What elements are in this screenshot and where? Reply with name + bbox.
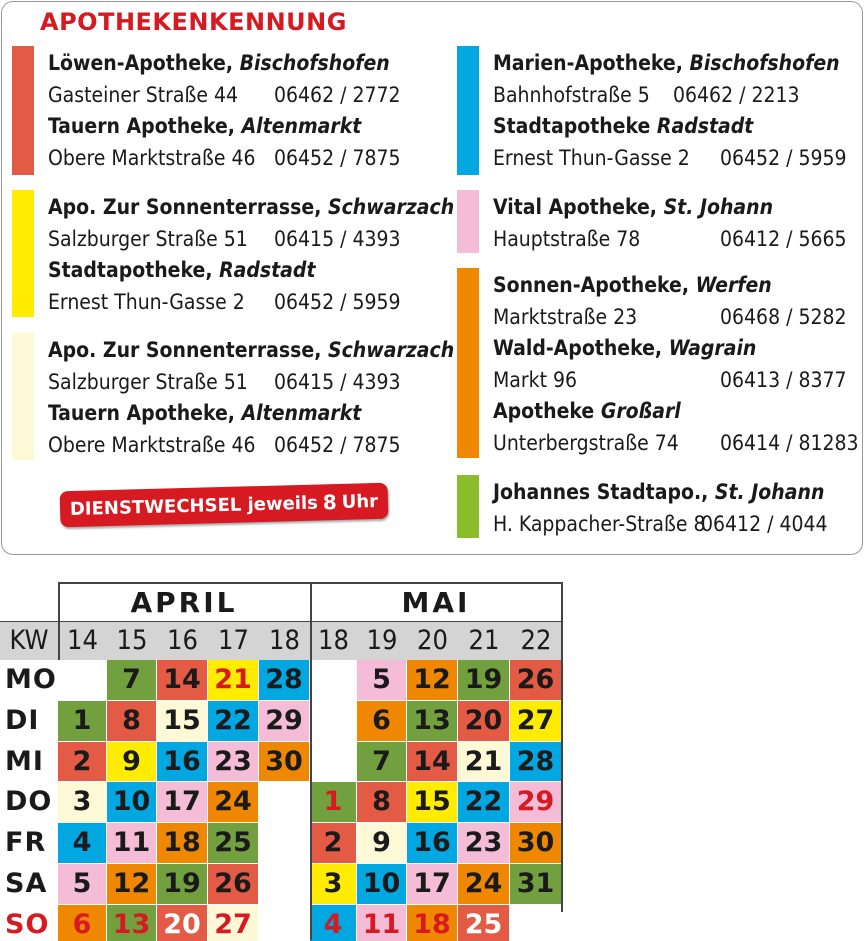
calendar-day-cell: 9 <box>107 742 157 783</box>
calendar-day-cell: 14 <box>407 742 458 783</box>
calendar-day-cell: 30 <box>259 742 310 783</box>
pharmacy-group-orange <box>457 268 865 458</box>
calendar-day-cell: 22 <box>208 701 259 742</box>
badge-hour: 8 <box>322 490 338 515</box>
pharmacy-city: Großarl <box>600 399 681 423</box>
pharmacy-address: Unterbergstraße 74 <box>493 431 679 455</box>
calendar-day-cell: 11 <box>107 823 157 864</box>
week-number: 16 <box>167 625 198 656</box>
badge-prefix: DIENSTWECHSEL jeweils <box>69 492 319 520</box>
pharmacy-phone: 06413 / 8377 <box>720 368 847 392</box>
pharmacy-phone: 06468 / 5282 <box>720 305 847 329</box>
pharmacy-phone: 06452 / 7875 <box>274 433 401 457</box>
pharmacy-city: Wagrain <box>668 336 757 360</box>
pharmacy-address: Marktstraße 23 <box>493 305 638 329</box>
pharmacy-name <box>48 401 361 425</box>
pharmacy-name <box>493 399 681 423</box>
calendar-day-cell: 28 <box>259 660 310 701</box>
pharmacy-city: Schwarzach <box>328 338 455 362</box>
calendar-day-cell: 9 <box>357 823 407 864</box>
pharmacy-address: Obere Marktstraße 46 <box>48 146 256 170</box>
pharmacy-name-text: Apotheke <box>493 399 595 423</box>
calendar-day-cell: 5 <box>357 660 407 701</box>
pharmacy-name <box>48 114 361 138</box>
pharmacy-name <box>493 480 824 504</box>
pharmacy-phone: 06452 / 7875 <box>274 146 401 170</box>
pharmacy-city: Altenmarkt <box>241 114 362 138</box>
calendar-day-cell: 1 <box>310 782 357 823</box>
pharmacy-name-text: Wald-Apotheke, <box>493 336 663 360</box>
calendar-day-cell: 13 <box>407 701 458 742</box>
pharmacy-group-cream <box>12 333 455 460</box>
calendar-day-cell: 17 <box>157 782 208 823</box>
pharmacy-address: Hauptstraße 78 <box>493 227 641 251</box>
calendar-day-cell: 18 <box>157 823 208 864</box>
pharmacy-phone: 06412 / 4044 <box>701 512 828 536</box>
pharmacy-name-text: Stadtapotheke, <box>48 258 213 282</box>
pharmacy-phone: 06415 / 4393 <box>274 227 401 251</box>
calendar-day-cell: 30 <box>510 823 562 864</box>
calendar-day-cell: 26 <box>510 660 562 701</box>
calendar-day-cell: 19 <box>458 660 510 701</box>
color-swatch <box>12 333 34 460</box>
pharmacy-address: Bahnhofstraße 5 <box>493 83 650 107</box>
weekday-label: SO <box>5 908 50 940</box>
calendar-day-cell: 11 <box>357 905 407 941</box>
calendar-day-cell: 31 <box>510 864 562 905</box>
calendar-day-cell: 18 <box>407 905 458 941</box>
month-header: MAI <box>401 586 471 619</box>
color-swatch <box>12 46 34 175</box>
calendar-day-cell: 7 <box>357 742 407 783</box>
week-number: 14 <box>67 625 98 656</box>
legend-title: APOTHEKENKENNUNG <box>40 8 347 36</box>
calendar-day-cell: 23 <box>458 823 510 864</box>
pharmacy-name-text: Sonnen-Apotheke, <box>493 273 690 297</box>
pharmacy-city: St. Johann <box>663 195 774 219</box>
weekday-label: MO <box>5 664 57 695</box>
calendar-day-cell: 25 <box>208 823 259 864</box>
pharmacy-phone: 06462 / 2213 <box>673 83 800 107</box>
weekday-label: MI <box>5 745 44 777</box>
calendar-day-cell: 4 <box>58 823 107 864</box>
pharmacy-name-text: Tauern Apotheke, <box>48 114 235 138</box>
pharmacy-address: Obere Marktstraße 46 <box>48 433 256 457</box>
calendar-day-cell: 22 <box>458 782 510 823</box>
calendar-day-cell: 23 <box>208 742 259 783</box>
calendar-day-cell: 25 <box>458 905 510 941</box>
pharmacy-address: Gasteiner Straße 44 <box>48 83 239 107</box>
calendar-day-cell: 26 <box>208 864 259 905</box>
pharmacy-group-pink <box>457 190 865 253</box>
pharmacy-name-text: Löwen-Apotheke, <box>48 51 234 75</box>
calendar-day-cell: 15 <box>157 701 208 742</box>
calendar-day-cell: 20 <box>458 701 510 742</box>
weekday-label: SA <box>5 868 48 899</box>
weekday-label: FR <box>5 827 47 859</box>
calendar-day-cell: 12 <box>407 660 458 701</box>
pharmacy-group-red <box>12 46 432 175</box>
calendar-day-cell: 8 <box>357 782 407 823</box>
pharmacy-name <box>48 258 316 282</box>
week-label: KW <box>9 625 49 656</box>
week-number: 17 <box>218 625 249 656</box>
calendar-right-border <box>561 582 563 912</box>
pharmacy-phone: 06412 / 5665 <box>720 227 847 251</box>
pharmacy-name <box>48 338 454 362</box>
pharmacy-name-text: Marien-Apotheke, <box>493 51 683 75</box>
calendar-day-cell: 29 <box>259 701 310 742</box>
color-swatch <box>457 268 479 458</box>
pharmacy-name-text: Vital Apotheke, <box>493 195 657 219</box>
pharmacy-address: Ernest Thun-Gasse 2 <box>48 290 245 314</box>
calendar-day-cell: 24 <box>458 864 510 905</box>
week-number: 18 <box>269 625 300 656</box>
calendar-day-cell: 8 <box>107 701 157 742</box>
pharmacy-name-text: Tauern Apotheke, <box>48 401 235 425</box>
week-number: 21 <box>468 625 500 656</box>
calendar-day-cell: 21 <box>458 742 510 783</box>
color-swatch <box>457 190 479 253</box>
week-number: 20 <box>417 625 448 656</box>
calendar-day-cell: 16 <box>157 742 208 783</box>
pharmacy-name <box>493 114 753 138</box>
pharmacy-name <box>493 51 840 75</box>
pharmacy-name <box>493 273 772 297</box>
pharmacy-city: St. Johann <box>714 480 825 504</box>
pharmacy-phone: 06462 / 2772 <box>274 83 401 107</box>
calendar-day-cell: 3 <box>310 864 357 905</box>
calendar-day-cell: 12 <box>107 864 157 905</box>
calendar-day-cell: 10 <box>357 864 407 905</box>
pharmacy-group-blue <box>457 46 865 175</box>
pharmacy-name-text: Stadtapotheke <box>493 114 651 138</box>
calendar-day-cell: 7 <box>107 660 157 701</box>
calendar-day-cell: 1 <box>58 701 107 742</box>
pharmacy-address: Ernest Thun-Gasse 2 <box>493 146 690 170</box>
calendar-day-cell: 27 <box>208 905 259 941</box>
calendar-day-cell: 16 <box>407 823 458 864</box>
pharmacy-phone: 06452 / 5959 <box>720 146 847 170</box>
pharmacy-name-text: Apo. Zur Sonnenterrasse, <box>48 195 322 219</box>
calendar-day-cell: 24 <box>208 782 259 823</box>
pharmacy-name <box>493 336 756 360</box>
color-swatch <box>457 475 479 538</box>
pharmacy-name-text: Johannes Stadtapo., <box>493 480 709 504</box>
calendar-day-cell: 14 <box>157 660 208 701</box>
pharmacy-city: Altenmarkt <box>241 401 362 425</box>
color-swatch <box>457 46 479 175</box>
pharmacy-city: Radstadt <box>656 114 754 138</box>
calendar-day-cell: 6 <box>357 701 407 742</box>
pharmacy-address: H. Kappacher-Straße 8 <box>493 512 706 536</box>
duty-calendar <box>0 582 562 940</box>
pharmacy-city: Schwarzach <box>328 195 455 219</box>
calendar-day-cell: 27 <box>510 701 562 742</box>
calendar-day-cell: 10 <box>107 782 157 823</box>
calendar-day-cell: 28 <box>510 742 562 783</box>
week-number: 15 <box>116 625 148 656</box>
color-swatch <box>12 190 34 317</box>
pharmacy-phone: 06414 / 81283 <box>720 431 859 455</box>
calendar-day-cell: 15 <box>407 782 458 823</box>
calendar-day-cell: 21 <box>208 660 259 701</box>
calendar-day-cell: 17 <box>407 864 458 905</box>
pharmacy-name <box>48 51 390 75</box>
pharmacy-city: Bischofshofen <box>689 51 840 75</box>
pharmacy-address: Salzburger Straße 51 <box>48 370 248 394</box>
pharmacy-name <box>493 195 773 219</box>
calendar-day-cell: 4 <box>310 905 357 941</box>
pharmacy-address: Salzburger Straße 51 <box>48 227 248 251</box>
week-number: 19 <box>366 625 398 656</box>
calendar-day-cell: 3 <box>58 782 107 823</box>
pharmacy-city: Werfen <box>695 273 772 297</box>
week-number-row <box>0 621 562 660</box>
badge-suffix: Uhr <box>341 490 379 513</box>
weekday-label: DO <box>5 786 53 818</box>
month-divider <box>310 582 312 940</box>
week-number: 18 <box>318 625 349 656</box>
calendar-day-cell: 29 <box>510 782 562 823</box>
header-divider <box>0 621 562 622</box>
calendar-day-cell: 13 <box>107 905 157 941</box>
calendar-day-cell: 5 <box>58 864 107 905</box>
pharmacy-name <box>48 195 454 219</box>
week-number: 22 <box>520 625 552 656</box>
weekday-label: DI <box>5 704 40 736</box>
pharmacy-group-green <box>457 475 865 538</box>
pharmacy-group-yellow <box>12 190 455 317</box>
pharmacy-phone: 06452 / 5959 <box>274 290 401 314</box>
calendar-day-cell: 2 <box>58 742 107 783</box>
calendar-day-cell: 20 <box>157 905 208 941</box>
calendar-day-cell: 19 <box>157 864 208 905</box>
pharmacy-name-text: Apo. Zur Sonnenterrasse, <box>48 338 322 362</box>
pharmacy-city: Radstadt <box>219 258 316 282</box>
pharmacy-phone: 06415 / 4393 <box>274 370 401 394</box>
pharmacy-city: Bischofshofen <box>239 51 390 75</box>
month-header: APRIL <box>130 586 238 619</box>
calendar-day-cell: 2 <box>310 823 357 864</box>
pharmacy-address: Markt 96 <box>493 368 578 392</box>
calendar-day-cell: 6 <box>58 905 107 941</box>
